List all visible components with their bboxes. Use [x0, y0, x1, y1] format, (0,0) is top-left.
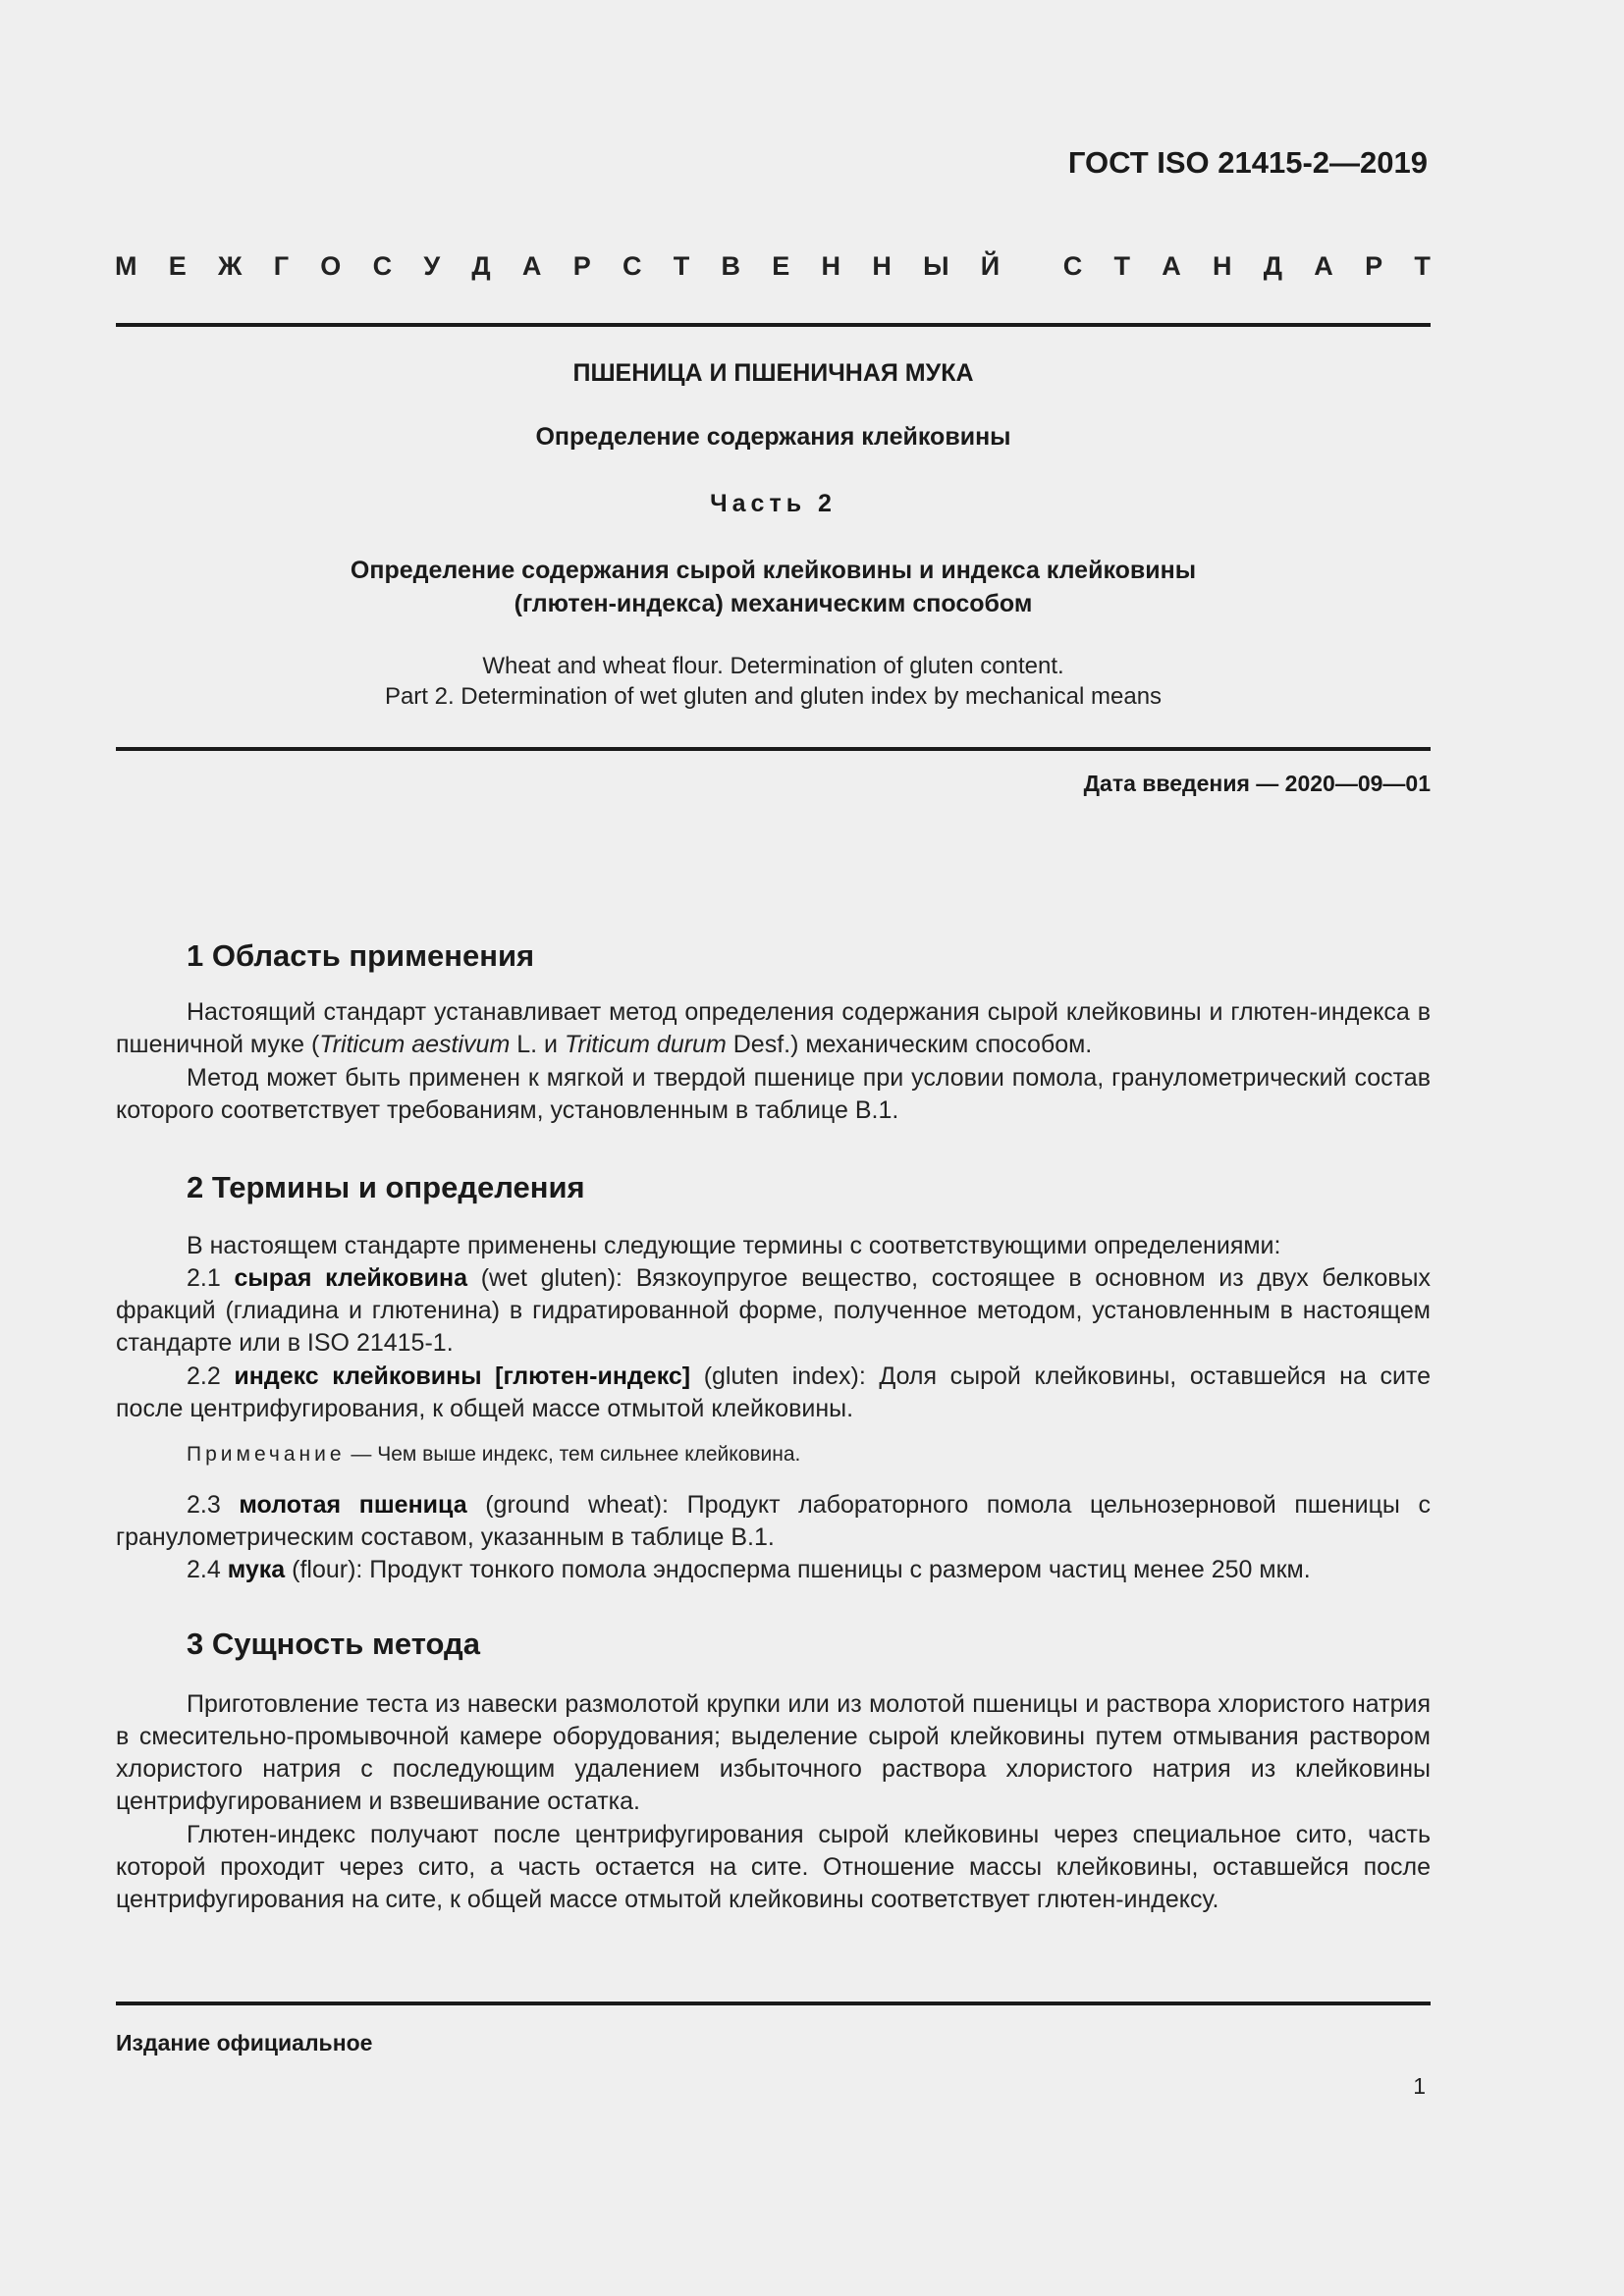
- interstate-letter: А: [1162, 251, 1181, 281]
- part-label: Часть 2: [710, 490, 837, 517]
- section-1-paragraph-1: Настоящий стандарт устанавливает метод определения содержания сырой клейковины и глютен-индекса в пшеничной муке (Triticum aestivum L. и Triticum durum Desf.) механическим способом.: [116, 998, 1431, 1058]
- interstate-letter: Р: [1365, 251, 1383, 281]
- interstate-letter: С: [622, 251, 642, 281]
- term-2-4: 2.4 мука (flour): Продукт тонкого помола эндосперма пшеницы с размером частиц менее 250 мкм.: [187, 1556, 1311, 1583]
- interstate-letter: Т: [673, 251, 690, 281]
- interstate-letter: С: [372, 251, 393, 281]
- interstate-letter: Д: [1263, 251, 1283, 281]
- term-2-4-name: мука: [227, 1556, 286, 1583]
- part-title-line-2: (глютен-индекса) механическим способом: [514, 590, 1033, 617]
- species-durum: Triticum durum: [564, 1031, 727, 1058]
- document-subtitle: Определение содержания клейковины: [535, 423, 1011, 451]
- english-title: [116, 651, 1431, 712]
- interstate-letter: Г: [273, 251, 290, 281]
- term-2-1: 2.1 сырая клейковина (wet gluten): Вязкоупругое вещество, состоящее в основном из двух белковых фракций (глиадина и глютенина) в гидратированной форме, полученное методом, установленным в настоящем стандарте или в ISO 21415-1.: [116, 1264, 1431, 1357]
- interstate-letter: Т: [1414, 251, 1431, 281]
- interstate-letter: Е: [772, 251, 790, 281]
- species-aestivum: Triticum aestivum: [319, 1031, 511, 1058]
- document-title: ПШЕНИЦА И ПШЕНИЧНАЯ МУКА: [572, 359, 974, 387]
- term-2-2-name: индекс клейковины [глютен-индекс]: [234, 1362, 691, 1390]
- interstate-letter: Е: [168, 251, 187, 281]
- term-2-3-name: молотая пшеница: [239, 1491, 467, 1519]
- interstate-letter: Ж: [218, 251, 243, 281]
- part-title-line-1: Определение содержания сырой клейковины и индекса клейковины: [350, 557, 1197, 584]
- section-3-heading: 3 Сущность метода: [187, 1627, 480, 1661]
- section-1-heading: 1 Область применения: [187, 938, 535, 973]
- english-title-line-1: Wheat and wheat flour. Determination of gluten content.: [482, 653, 1064, 679]
- interstate-letter: Ы: [923, 251, 949, 281]
- interstate-letter: М: [115, 251, 137, 281]
- interstate-letter: Н: [872, 251, 892, 281]
- interstate-letter: А: [1314, 251, 1333, 281]
- section-3-paragraph-1: Приготовление теста из навески размолотой крупки или из молотой пшеницы и раствора хлористого натрия в смесительно-промывочной камере оборудования; выделение сырой клейковины путем отмывания раствором хлористого натрия с последующим удалением избыточного раствора хлористого натрия из клейковины центрифугированием и взвешивание остатка.: [116, 1690, 1431, 1815]
- english-title-line-2: Part 2. Determination of wet gluten and gluten index by mechanical means: [384, 683, 1163, 710]
- interstate-letter: О: [320, 251, 342, 281]
- interstate-letter: Н: [1213, 251, 1232, 281]
- interstate-letter: В: [721, 251, 740, 281]
- interstate-letter: У: [423, 251, 441, 281]
- introduction-date: Дата введения — 2020—09—01: [1083, 771, 1431, 796]
- section-2-intro: В настоящем стандарте применены следующие термины с соответствующими определениями:: [187, 1232, 1281, 1259]
- page-number: 1: [1413, 2073, 1426, 2099]
- section-1-paragraph-2: Метод может быть применен к мягкой и твердой пшенице при условии помола, гранулометрический состав которого соответствует требованиям, установленным в таблице В.1.: [116, 1064, 1431, 1124]
- interstate-letter: Н: [821, 251, 841, 281]
- document-code: ГОСТ ISO 21415-2—2019: [1067, 145, 1428, 180]
- interstate-letter: Й: [980, 251, 1001, 281]
- note: [187, 1443, 800, 1467]
- part-title: [116, 554, 1431, 620]
- section-2-heading: 2 Термины и определения: [187, 1170, 585, 1204]
- term-2-2: 2.2 индекс клейковины [глютен-индекс] (gluten index): Доля сырой клейковины, оставшейся на сите после центрифугирования, к общей массе отмытой клейковины.: [116, 1362, 1431, 1422]
- term-2-1-name: сырая клейковина: [234, 1264, 467, 1292]
- interstate-letter: А: [521, 251, 542, 281]
- interstate-letter: Д: [471, 251, 491, 281]
- official-edition-label: Издание официальное: [116, 2030, 373, 2056]
- section-3-paragraph-2: Глютен-индекс получают после центрифугирования сырой клейковины через специальное сито, часть которой проходит через сито, а часть остается на сите. Отношение массы клейковины, оставшейся после центрифугирования на сите, к общей массе отмытой клейковины соответствует глютен-индексу.: [116, 1821, 1431, 1913]
- interstate-letter: Т: [1113, 251, 1130, 281]
- title-rule: [116, 747, 1431, 751]
- note-label: Примечание: [187, 1443, 346, 1466]
- interstate-standard-heading: [115, 251, 1431, 282]
- interstate-letter: Р: [572, 251, 591, 281]
- term-2-3: 2.3 молотая пшеница (ground wheat): Продукт лабораторного помола цельнозерновой пшеницы с гранулометрическим составом, указанным в таблице В.1.: [116, 1491, 1431, 1551]
- top-rule: [116, 323, 1431, 327]
- note-text: — Чем выше индекс, тем сильнее клейковина.: [345, 1443, 801, 1466]
- footer-rule: [116, 2002, 1431, 2005]
- interstate-letter: С: [1062, 251, 1083, 281]
